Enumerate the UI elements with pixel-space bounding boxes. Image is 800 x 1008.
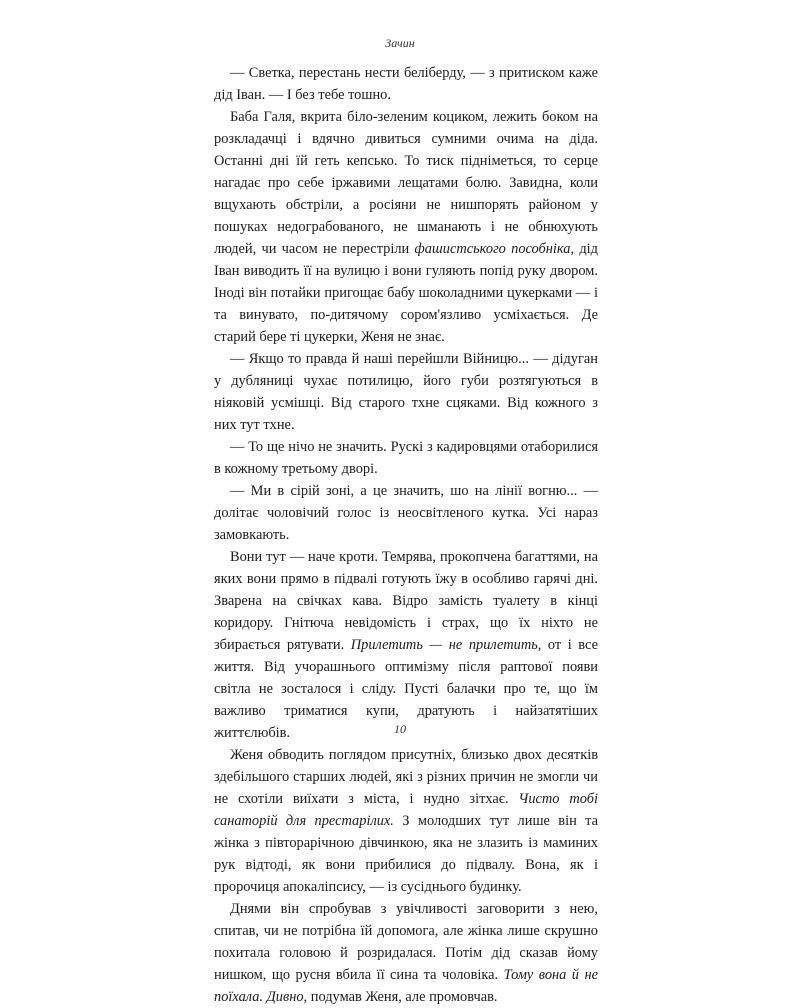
paragraph <box>214 62 598 106</box>
body-text <box>214 62 598 1008</box>
italic-text: фашистського пособніка <box>414 241 571 257</box>
text-run: Днями він спробував з увічливості заговорити з нею, спитав, чи не потрібна їй допомога, але жінка лише скрушно похитала головою й розридалася. Потім дід сказав йому нишком, що русня вбила її сина та чоловіка. <box>214 901 598 983</box>
text-run: Вони тут — наче кроти. Темрява, прокопчена багаттями, на яких вони прямо в підвалі готують їжу в особливо гарячі дні. Зварена на свічках кава. Відро замість туалету в кінці коридору. Гнітюча невідомість і страх, що їх ніхто не збирається рятувати. <box>214 549 598 653</box>
page-number: 10 <box>394 722 406 736</box>
italic-text: Тому вона й не поїхала. Дивно, <box>214 967 598 1005</box>
paragraph <box>214 898 598 1008</box>
paragraph <box>214 546 598 744</box>
paragraph <box>214 106 598 348</box>
text-run: Женя обводить поглядом присутніх, близько двох десятків здебільшого старших людей, які з різних причин не змогли чи не схотіли виїхати з міста, і нудно зітхає. <box>214 747 598 807</box>
text-run: , дід Іван виводить її на вулицю і вони гуляють попід руку двором. Іноді він потайки пригощає бабу шоколадними цукерками — і та винувато, по-дитячому сором'язливо усміхається. Де старий бере ті цукерки, Женя не знає. <box>214 241 598 345</box>
paragraph <box>214 744 598 898</box>
italic-text: Чисто тобі санаторій для престарілих. <box>214 791 598 829</box>
paragraph <box>214 436 598 480</box>
text-run: З молодших тут лише він та жінка з півторарічною дівчинкою, яка не злазить із маминих рук відтоді, як вони прибилися до підвалу. Вона, як і пророчиця апокаліпсису, — із сусіднього будинку. <box>214 813 598 895</box>
text-run: — Якщо то правда й наші перейшли Війницю... — дідуган у дубляниці чухає потилицю, його губи розтягуються в ніяковій усмішці. Від старого тхне сцяками. Від кожного з них тут тхне. <box>214 351 598 433</box>
paragraph <box>214 348 598 436</box>
text-run: , от і все життя. Від учорашнього оптимізму після раптової появи світла не зосталося і сліду. Пусті балачки про те, що їм важливо триматися купи, дратують і найзатятіших життєлюбів. <box>214 637 598 741</box>
running-head: Зачин <box>385 36 415 50</box>
text-run: подумав Женя, але промовчав. <box>307 989 498 1005</box>
text-run: Баба Галя, вкрита біло-зеленим коциком, лежить боком на розкладачці і вдячно дивиться сумними очима на діда. Останні дні їй геть кепсько. То тиск підніметься, то серце нагадає про себе іржавими лещатами болю. Завидна, коли вщухають обстріли, а росіяни не нишпорять районом у пошуках недограбованого, не шманають і не обнюхують людей, чи часом не перестріли <box>214 109 598 257</box>
text-run: — Светка, перестань нести беліберду, — з притиском каже дід Іван. — І без тебе тошно. <box>214 65 598 103</box>
text-run: — Ми в сірій зоні, а це значить, шо на лінії вогню... — долітає чоловічий голос із неосвітленого кутка. Усі нараз замовкають. <box>214 483 598 543</box>
text-run: — То ще нічо не значить. Рускі з кадировцями отаборилися в кожному третьому дворі. <box>214 439 598 477</box>
italic-text: Прилетить — не прилетить <box>350 637 538 653</box>
paragraph <box>214 480 598 546</box>
